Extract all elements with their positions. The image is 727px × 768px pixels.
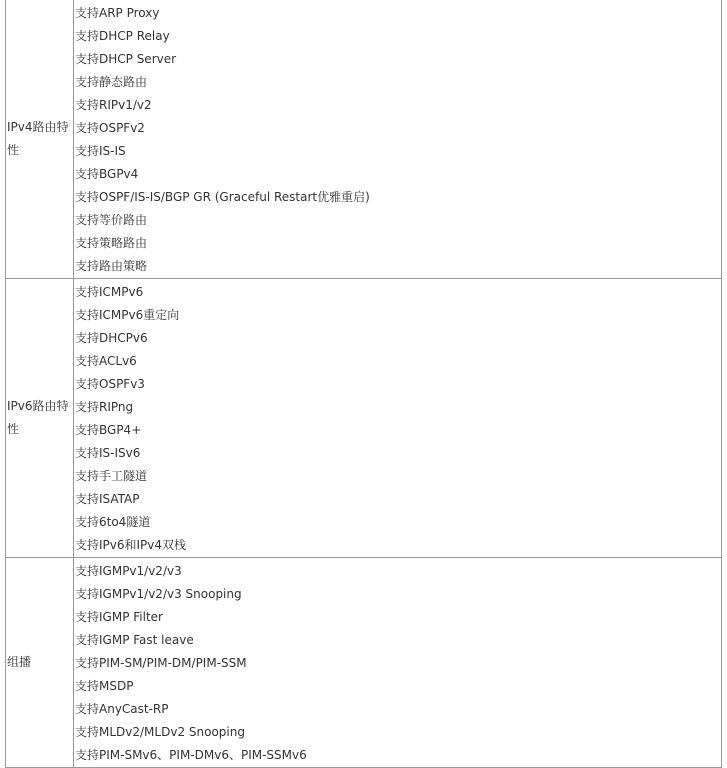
feature-item: 支持ACLv6 bbox=[75, 354, 137, 368]
feature-item: 支持IS-ISv6 bbox=[75, 446, 141, 460]
feature-cell bbox=[74, 558, 722, 768]
feature-item: 支持MLDv2/MLDv2 Snooping bbox=[75, 725, 245, 739]
feature-item: 支持ARP Proxy bbox=[75, 6, 160, 20]
feature-item: 支持DHCP Server bbox=[75, 52, 177, 66]
feature-item: 支持ICMPv6 bbox=[75, 285, 144, 299]
feature-cell bbox=[74, 0, 722, 279]
feature-item: 支持策略路由 bbox=[75, 236, 148, 250]
feature-item: 支持RIPng bbox=[75, 400, 134, 414]
feature-item: 支持PIM-SM/PIM-DM/PIM-SSM bbox=[75, 656, 247, 670]
feature-item: 支持IGMP Fast leave bbox=[75, 633, 194, 647]
spec-table-body bbox=[6, 0, 722, 768]
section-row bbox=[6, 279, 722, 558]
feature-item: 支持PIM-SMv6、PIM-DMv6、PIM-SSMv6 bbox=[75, 748, 307, 762]
feature-item: 支持AnyCast-RP bbox=[75, 702, 169, 716]
feature-item: 支持DHCPv6 bbox=[75, 331, 148, 345]
feature-item: 支持等价路由 bbox=[75, 213, 148, 227]
feature-item: 支持IGMPv1/v2/v3 Snooping bbox=[75, 587, 242, 601]
feature-item: 支持ISATAP bbox=[75, 492, 140, 506]
feature-cell bbox=[74, 279, 722, 558]
feature-item: 支持6to4隧道 bbox=[75, 515, 151, 529]
feature-item: 支持IGMP Filter bbox=[75, 610, 163, 624]
feature-item: 支持IS-IS bbox=[75, 144, 126, 158]
spec-table bbox=[5, 0, 722, 768]
feature-item: 支持BGPv4 bbox=[75, 167, 139, 181]
feature-item: 支持DHCP Relay bbox=[75, 29, 170, 43]
category-cell: IPv6路由特性 bbox=[6, 279, 74, 558]
feature-list bbox=[75, 558, 721, 767]
feature-list bbox=[75, 279, 721, 557]
section-row bbox=[6, 558, 722, 768]
feature-item: 支持MSDP bbox=[75, 679, 134, 693]
category-cell: 组播 bbox=[6, 558, 74, 768]
feature-item: 支持OSPFv3 bbox=[75, 377, 145, 391]
section-row bbox=[6, 0, 722, 279]
feature-item: 支持路由策略 bbox=[75, 259, 148, 273]
feature-item: 支持IPv6和IPv4双栈 bbox=[75, 538, 187, 552]
feature-item: 支持手工隧道 bbox=[75, 469, 148, 483]
feature-item: 支持ICMPv6重定向 bbox=[75, 308, 180, 322]
feature-item: 支持IGMPv1/v2/v3 bbox=[75, 564, 182, 578]
feature-list bbox=[75, 0, 721, 278]
feature-item: 支持RIPv1/v2 bbox=[75, 98, 152, 112]
feature-item: 支持静态路由 bbox=[75, 75, 148, 89]
feature-item: 支持BGP4+ bbox=[75, 423, 142, 437]
feature-item: 支持OSPFv2 bbox=[75, 121, 145, 135]
category-cell: IPv4路由特性 bbox=[6, 0, 74, 279]
feature-item: 支持OSPF/IS-IS/BGP GR (Graceful Restart优雅重启) bbox=[75, 190, 370, 204]
